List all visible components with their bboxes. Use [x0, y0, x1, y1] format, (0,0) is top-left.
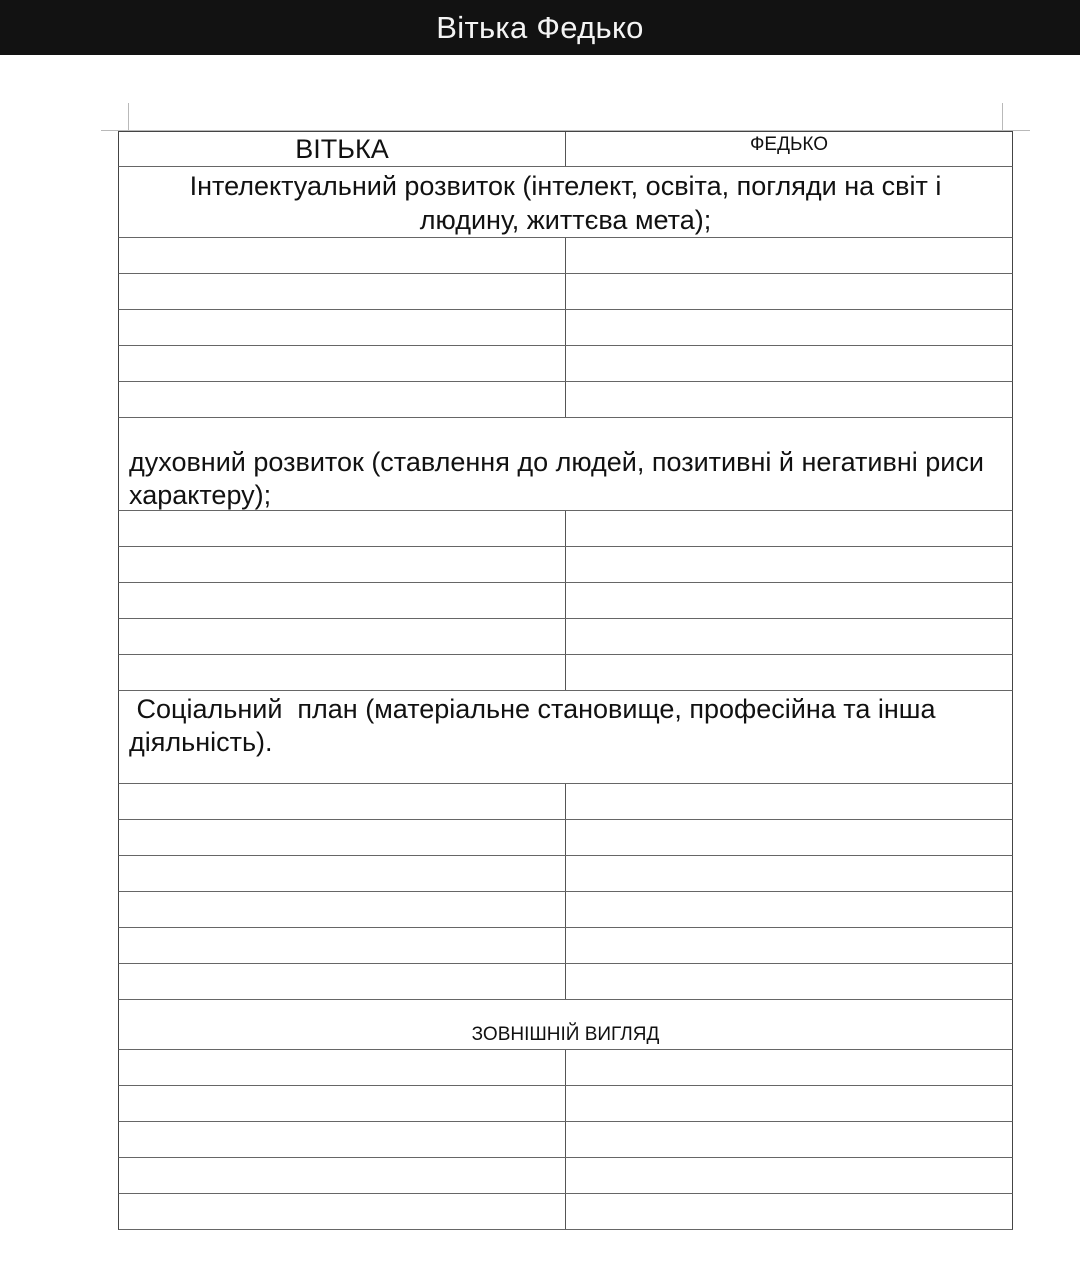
table-cell-vitka[interactable]: [119, 784, 566, 819]
table-cell-vitka[interactable]: [119, 382, 566, 417]
table-cell-fedko[interactable]: [566, 820, 1012, 855]
table-header-row: [118, 131, 1013, 167]
table-cell-fedko[interactable]: [566, 238, 1012, 273]
table-row: [118, 820, 1013, 856]
table-row: [118, 1086, 1013, 1122]
table-cell-fedko[interactable]: [566, 928, 1012, 963]
section-row-spiritual: [118, 418, 1013, 511]
comparison-table: [118, 131, 1013, 1230]
document-page[interactable]: [0, 55, 1080, 1287]
table-row: [118, 238, 1013, 274]
table-row: [118, 1194, 1013, 1230]
table-cell-vitka[interactable]: [119, 583, 566, 618]
header-cell-vitka[interactable]: ВІТЬКА: [119, 132, 566, 166]
table-cell-fedko[interactable]: [566, 274, 1012, 309]
table-cell-vitka[interactable]: [119, 1050, 566, 1085]
table-cell-vitka[interactable]: [119, 1086, 566, 1121]
table-cell-vitka[interactable]: [119, 1194, 566, 1229]
table-cell-vitka[interactable]: [119, 928, 566, 963]
table-row: [118, 310, 1013, 346]
table-cell-vitka[interactable]: [119, 892, 566, 927]
table-row: [118, 928, 1013, 964]
table-cell-vitka[interactable]: [119, 238, 566, 273]
table-cell-vitka[interactable]: [119, 547, 566, 582]
section-row-appearance: [118, 1000, 1013, 1050]
table-cell-fedko[interactable]: [566, 511, 1012, 546]
table-cell-fedko[interactable]: [566, 856, 1012, 891]
table-cell-vitka[interactable]: [119, 310, 566, 345]
table-cell-fedko[interactable]: [566, 547, 1012, 582]
section-title-social[interactable]: Соціальний план (матеріальне становище, професійна та інша діяльність).: [129, 694, 943, 757]
table-cell-vitka[interactable]: [119, 619, 566, 654]
table-cell-fedko[interactable]: [566, 892, 1012, 927]
table-cell-fedko[interactable]: [566, 382, 1012, 417]
section-title-intellectual[interactable]: Інтелектуальний розвиток (інтелект, освіта, погляди на світ і людину, життєва мета);: [189, 171, 942, 235]
table-row: [118, 619, 1013, 655]
table-row: [118, 511, 1013, 547]
section-title-spiritual[interactable]: духовний розвиток (ставлення до людей, позитивні й негативні риси характеру);: [129, 447, 984, 510]
table-cell-fedko[interactable]: [566, 1086, 1012, 1121]
table-cell-fedko[interactable]: [566, 784, 1012, 819]
table-row: [118, 1158, 1013, 1194]
table-row: [118, 547, 1013, 583]
table-row: [118, 274, 1013, 310]
table-row: [118, 583, 1013, 619]
section-title-appearance[interactable]: ЗОВНІШНІЙ ВИГЛЯД: [471, 1024, 660, 1045]
table-row: [118, 382, 1013, 418]
table-cell-vitka[interactable]: [119, 346, 566, 381]
table-cell-vitka[interactable]: [119, 511, 566, 546]
table-row: [118, 964, 1013, 1000]
table-cell-fedko[interactable]: [566, 1194, 1012, 1229]
table-cell-vitka[interactable]: [119, 964, 566, 999]
table-cell-vitka[interactable]: [119, 1158, 566, 1193]
table-cell-vitka[interactable]: [119, 655, 566, 690]
table-cell-vitka[interactable]: [119, 820, 566, 855]
table-cell-fedko[interactable]: [566, 346, 1012, 381]
table-cell-fedko[interactable]: [566, 964, 1012, 999]
table-cell-fedko[interactable]: [566, 1122, 1012, 1157]
page-margin-guide-left: [128, 103, 129, 131]
table-cell-vitka[interactable]: [119, 1122, 566, 1157]
table-cell-fedko[interactable]: [566, 619, 1012, 654]
page-margin-guide-right: [1002, 103, 1003, 131]
window-title: Вітька Федько: [436, 9, 644, 45]
table-row: [118, 784, 1013, 820]
table-row: [118, 892, 1013, 928]
table-cell-fedko[interactable]: [566, 310, 1012, 345]
table-row: [118, 346, 1013, 382]
table-cell-fedko[interactable]: [566, 583, 1012, 618]
header-cell-fedko[interactable]: ФЕДЬКО: [749, 134, 829, 155]
table-cell-vitka[interactable]: [119, 856, 566, 891]
section-row-social: [118, 691, 1013, 784]
table-cell-fedko[interactable]: [566, 1158, 1012, 1193]
table-row: [118, 1122, 1013, 1158]
table-row: [118, 655, 1013, 691]
section-row-intellectual: [118, 167, 1013, 238]
table-cell-vitka[interactable]: [119, 274, 566, 309]
table-cell-fedko[interactable]: [566, 1050, 1012, 1085]
table-cell-fedko[interactable]: [566, 655, 1012, 690]
table-row: [118, 1050, 1013, 1086]
window-title-bar: [0, 0, 1080, 55]
table-row: [118, 856, 1013, 892]
